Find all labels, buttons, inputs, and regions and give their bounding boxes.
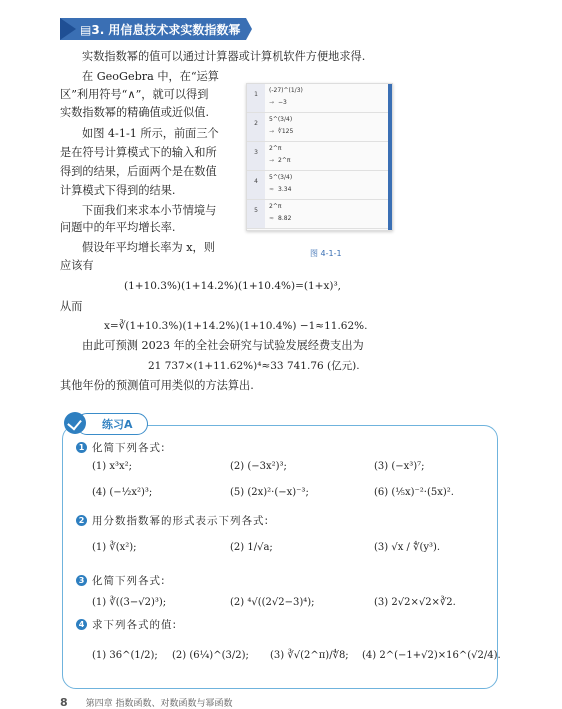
exercise-item: (2) ⁴√((2√2−3)⁴); (230, 597, 315, 608)
exercise-item: (4) (−½x²)³; (92, 487, 153, 498)
question-number: 3 (76, 575, 87, 586)
paragraph: 其他年份的预测值可用类似的方法算出. (60, 379, 254, 392)
exercise-item: (2) 1/√a; (230, 542, 273, 553)
section-title: ▤3. 用信息技术求实数指数幂 (80, 23, 241, 37)
exercise-item: (2) (−3x²)³; (230, 461, 287, 472)
paragraph: 得到的结果，后面两个是在数值 (60, 165, 217, 178)
equation: x=∛(1+10.3%)(1+14.2%)(1+10.4%) −1≈11.62%. (104, 320, 368, 332)
geogebra-screenshot (246, 83, 393, 231)
exercise-item: (3) 2√2×√2×∛2. (374, 597, 456, 608)
page-footer (60, 696, 233, 709)
chapter-title: 第四章 指数函数、对数函数与幂函数 (85, 699, 233, 709)
paragraph: 在 GeoGebra 中，在“运算 (82, 70, 219, 83)
exercise-item: (5) (2x)²·(−x)⁻³; (230, 487, 309, 498)
exercise-item: (1) x³x²; (92, 461, 133, 472)
exercise-item: (3) ∛√(2^π)/∜8; (270, 650, 349, 661)
paragraph: 假设年平均增长率为 x，则 (82, 241, 215, 254)
algebra-row: 1 (-27)^(1/3) → −3 (247, 84, 392, 113)
exercise-tag: 练习A (64, 412, 148, 434)
algebra-row: 5 2^π ≈ 8.82 (247, 200, 392, 229)
exercise-item: (3) √x / ∜(y³). (374, 542, 441, 553)
paragraph: 应该有 (60, 259, 94, 272)
paragraph: 从而 (60, 300, 83, 313)
algebra-row: 4 5^(3/4) ≈ 3.34 (247, 171, 392, 200)
exercise-item: (4) 2^(−1+√2)×16^(√2/4). (362, 650, 501, 661)
figure-caption: 图 4-1-1 (310, 249, 342, 258)
question-title: 求下列各式的值: (92, 619, 178, 631)
exercise-item: (3) (−x³)⁷; (374, 461, 425, 472)
exercise-item: (1) 36^(1/2); (92, 650, 158, 661)
paragraph: 区”利用符号“∧”，就可以得到 (60, 88, 209, 101)
exercise-item: (1) ∛(x²); (92, 542, 137, 553)
equation: 21 737×(1+11.62%)⁴≈33 741.76 (亿元). (148, 360, 360, 372)
question-number: 1 (76, 442, 87, 453)
page-number: 8 (60, 696, 68, 709)
paragraph: 计算模式下得到的结果. (60, 184, 176, 197)
question-title: 化简下列各式: (92, 442, 166, 454)
algebra-row: 3 2^π → 2^π (247, 142, 392, 171)
equation: (1+10.3%)(1+14.2%)(1+10.4%)=(1+x)³, (124, 280, 342, 292)
exercise-item: (1) ∛((3−√2)³); (92, 597, 167, 608)
paragraph: 实数指数幂的精确值或近似值. (60, 106, 209, 119)
exercise-item: (6) (⅕x)⁻²·(5x)². (374, 487, 454, 498)
question-number: 4 (76, 619, 87, 630)
algebra-row: 2 5^(3/4) → ∜125 (247, 113, 392, 142)
paragraph: 由此可预测 2023 年的全社会研究与试验发展经费支出为 (82, 339, 364, 352)
paragraph: 是在符号计算模式下的输入和所 (60, 146, 217, 159)
check-icon (64, 412, 86, 434)
question-title: 用分数指数幂的形式表示下列各式: (92, 515, 270, 527)
paragraph: 下面我们来求本小节情境与 (82, 204, 217, 217)
paragraph: 实数指数幂的值可以通过计算器或计算机软件方便地求得. (82, 50, 366, 63)
paragraph: 如图 4-1-1 所示，前面三个 (82, 127, 219, 140)
question-title: 化简下列各式: (92, 575, 166, 587)
section-header (60, 18, 252, 40)
question-number: 2 (76, 515, 87, 526)
exercise-item: (2) (6¼)^(3/2); (172, 650, 249, 661)
paragraph: 问题中的年平均增长率. (60, 221, 176, 234)
